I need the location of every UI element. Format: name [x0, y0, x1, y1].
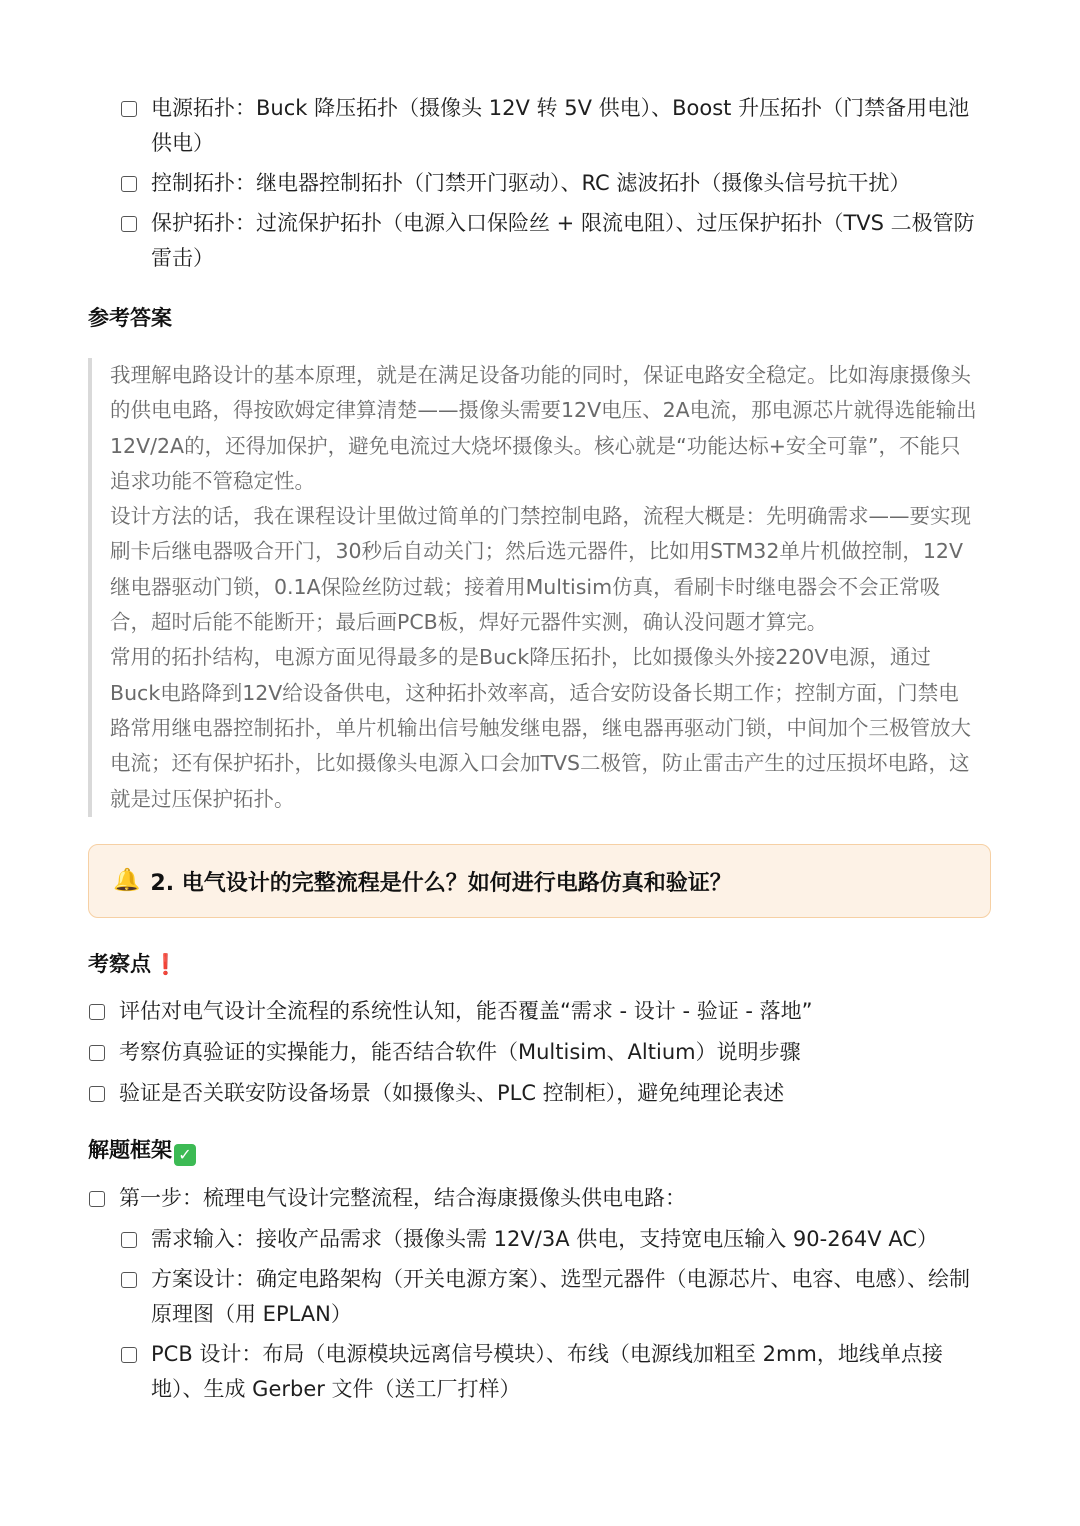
checkbox[interactable] — [121, 1232, 137, 1248]
checkbox[interactable] — [121, 176, 137, 192]
list-item — [89, 1035, 989, 1070]
list-item — [121, 1337, 981, 1407]
list-item — [121, 1262, 981, 1332]
checkbox[interactable] — [121, 1347, 137, 1363]
list-item — [89, 1076, 989, 1111]
list-item — [89, 1181, 989, 1216]
list-item-text: 第一步：梳理电气设计完整流程，结合海康摄像头供电电路： — [119, 1186, 686, 1210]
checkbox[interactable] — [89, 1045, 105, 1061]
list-item-text: 验证是否关联安防设备场景（如摄像头、PLC 控制柜），避免纯理论表述 — [119, 1081, 785, 1105]
exam-points-heading — [88, 949, 178, 979]
exam-points-heading-text: 考察点 — [88, 952, 151, 976]
answer-paragraph: 设计方法的话，我在课程设计里做过简单的门禁控制电路，流程大概是：先明确需求——要实现刷卡后继电器吸合开门，30秒后自动关门；然后选元器件，比如用STM32单片机做控制，12V继电器驱动门锁，0.1A保险丝防过载；接着用Multisim仿真，看刷卡时继电器会不会正常吸合，超时后能不能断开；最后画PCB板，焊好元器件实测，确认没问题才算完。 — [110, 504, 971, 635]
list-item — [121, 166, 981, 201]
framework-sub-checklist — [121, 1222, 981, 1412]
list-item-text: 需求输入：接收产品需求（摄像头需 12V/3A 供电，支持宽电压输入 90-264V AC） — [151, 1227, 938, 1251]
list-item-text: 方案设计：确定电路架构（开关电源方案）、选型元器件（电源芯片、电容、电感）、绘制原理图（用 EPLAN） — [151, 1267, 970, 1326]
list-item-text: 评估对电气设计全流程的系统性认知，能否覆盖“需求 - 设计 - 验证 - 落地” — [119, 999, 813, 1023]
framework-heading — [88, 1135, 196, 1166]
answer-paragraph: 我理解电路设计的基本原理，就是在满足设备功能的同时，保证电路安全稳定。比如海康摄像头的供电电路，得按欧姆定律算清楚——摄像头需要12V电压、2A电流，那电源芯片就得选能输出12V/2A的，还得加保护，避免电流过大烧坏摄像头。核心就是“功能达标+安全可靠”，不能只追求功能不管稳定性。 — [110, 363, 977, 493]
list-item — [121, 206, 981, 276]
check-icon: ✓ — [174, 1144, 196, 1166]
framework-heading-text: 解题框架 — [88, 1138, 172, 1162]
topology-checklist — [121, 91, 981, 281]
exam-points-checklist — [89, 994, 989, 1116]
checkbox[interactable] — [89, 1086, 105, 1102]
question-title: 2. 电气设计的完整流程是什么？如何进行电路仿真和验证？ — [150, 870, 732, 896]
list-item — [121, 1222, 981, 1257]
exclamation-icon: ❗ — [153, 952, 178, 976]
checkbox[interactable] — [121, 1272, 137, 1288]
list-item-text: PCB 设计：布局（电源模块远离信号模块）、布线（电源线加粗至 2mm，地线单点接地）、生成 Gerber 文件（送工厂打样） — [151, 1342, 943, 1401]
list-item — [89, 994, 989, 1029]
list-item — [121, 91, 981, 161]
bell-icon: 🔔 — [113, 868, 141, 893]
answer-paragraph: 常用的拓扑结构，电源方面见得最多的是Buck降压拓扑，比如摄像头外接220V电源，通过Buck电路降到12V给设备供电，这种拓扑效率高，适合安防设备长期工作；控制方面，门禁电路常用继电器控制拓扑，单片机输出信号触发继电器，继电器再驱动门锁，中间加个三极管放大电流；还有保护拓扑，比如摄像头电源入口会加TVS二极管，防止雷击产生的过压损坏电路，这就是过压保护拓扑。 — [110, 645, 971, 811]
checkbox[interactable] — [89, 1191, 105, 1207]
list-item-text: 控制拓扑：继电器控制拓扑（门禁开门驱动）、RC 滤波拓扑（摄像头信号抗干扰） — [151, 171, 911, 195]
list-item-text: 电源拓扑：Buck 降压拓扑（摄像头 12V 转 5V 供电）、Boost 升压拓扑（门禁备用电池供电） — [151, 96, 970, 155]
checkbox[interactable] — [121, 216, 137, 232]
reference-answer-heading: 参考答案 — [88, 306, 172, 330]
reference-answer-quote — [88, 358, 979, 817]
checkbox[interactable] — [121, 101, 137, 117]
question-callout — [88, 844, 991, 918]
framework-checklist — [89, 1181, 989, 1221]
checkbox[interactable] — [89, 1004, 105, 1020]
list-item-text: 保护拓扑：过流保护拓扑（电源入口保险丝 + 限流电阻）、过压保护拓扑（TVS 二极管防雷击） — [151, 211, 975, 270]
list-item-text: 考察仿真验证的实操能力，能否结合软件（Multisim、Altium）说明步骤 — [119, 1040, 801, 1064]
